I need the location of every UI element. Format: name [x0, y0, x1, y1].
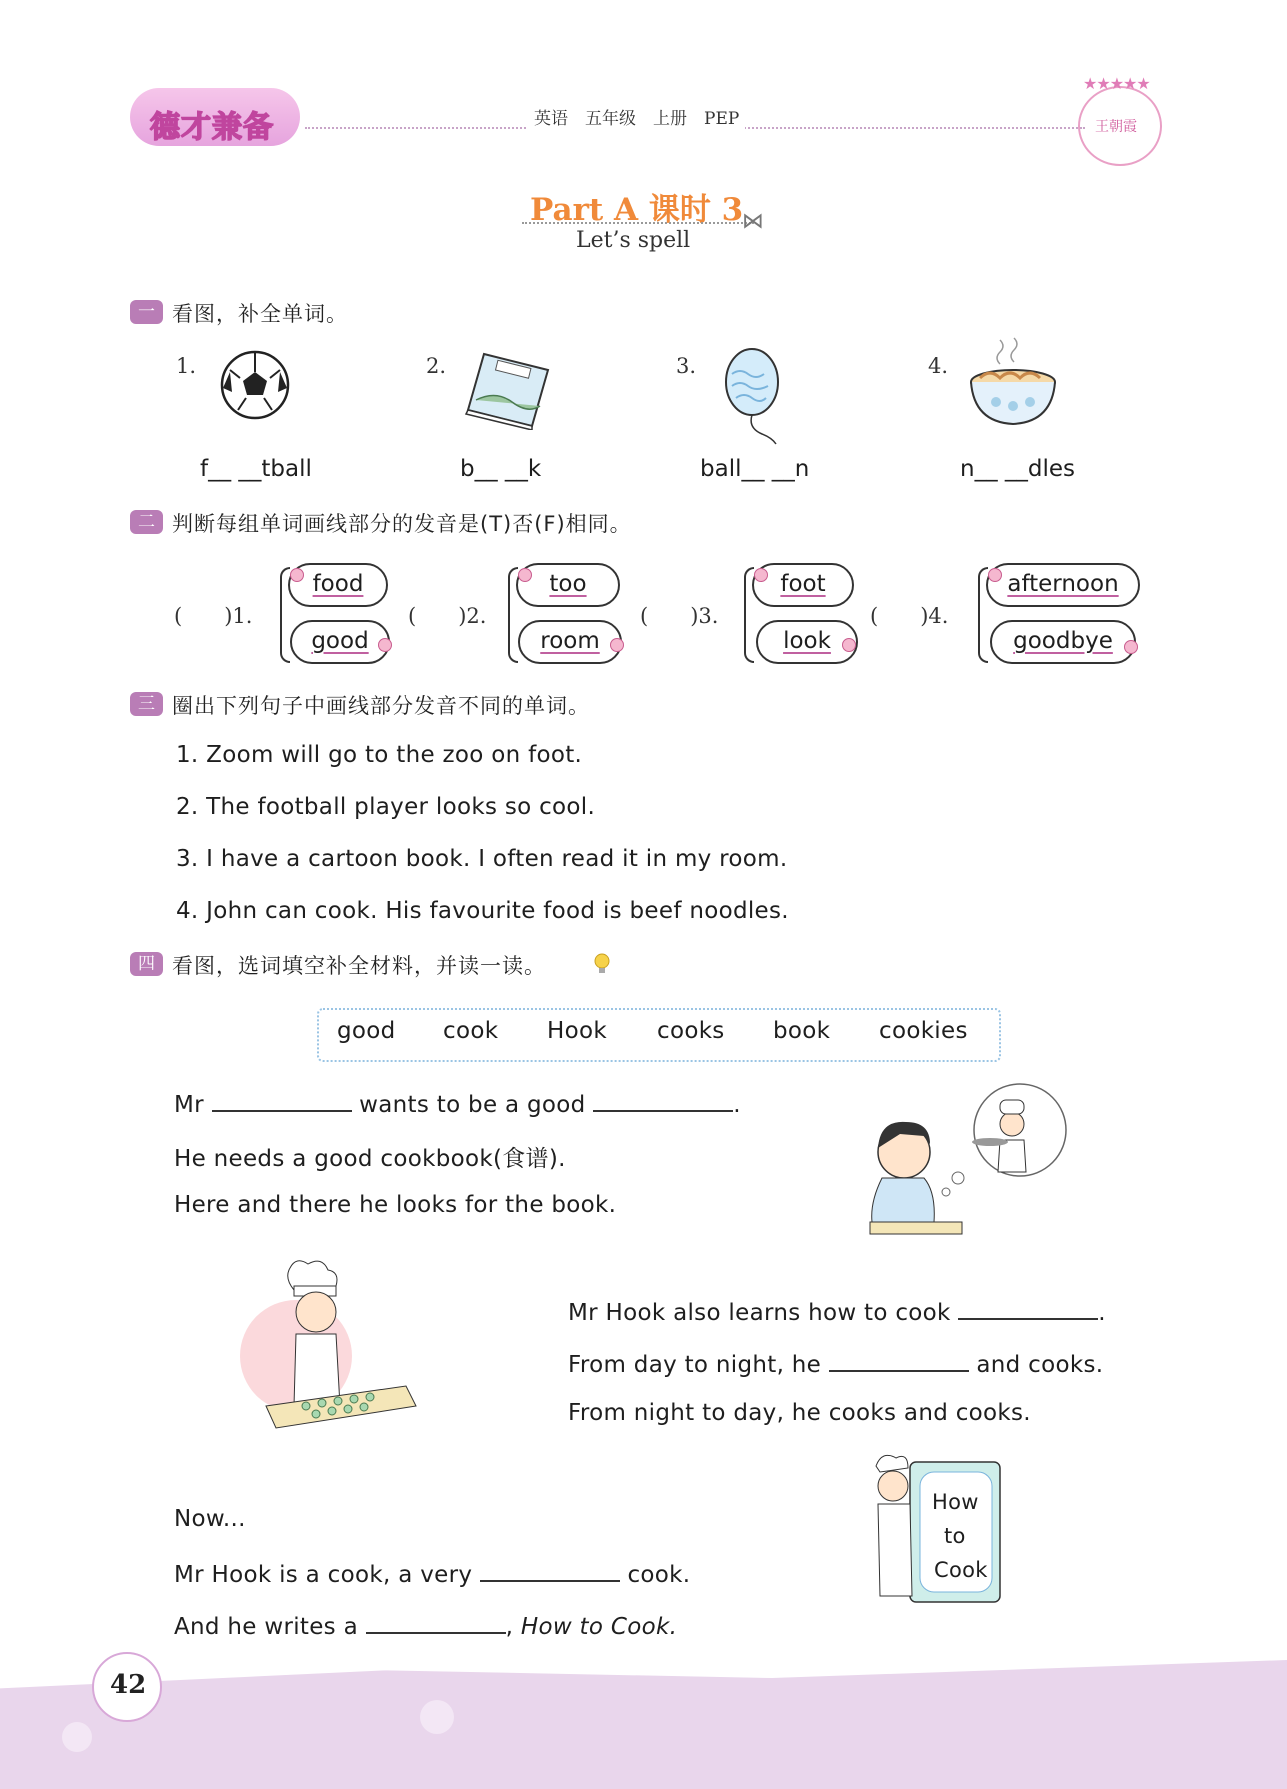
- item-number: 2.: [426, 354, 447, 378]
- oval-word: food: [312, 571, 364, 597]
- sentence-1: 1. Zoom will go to the zoo on foot.: [176, 742, 583, 768]
- word-oval: [990, 620, 1136, 664]
- thinking-boy-illustration: [860, 1082, 1070, 1242]
- story-line-6: From night to day, he cooks and cooks.: [568, 1400, 1031, 1426]
- noodles-icon: [966, 336, 1060, 432]
- flower-icon: [378, 638, 392, 652]
- book-cover-word: How: [932, 1490, 979, 1514]
- word-oval: [518, 620, 622, 664]
- item-number: 1.: [176, 354, 197, 378]
- story-line-5: From day to night, he and cooks.: [568, 1348, 1103, 1378]
- flower-icon: [610, 638, 624, 652]
- story-line-4: Mr Hook also learns how to cook .: [568, 1296, 1106, 1326]
- section-title-1: 看图，补全单词。: [172, 302, 348, 326]
- section-badge-2: 二: [130, 510, 163, 534]
- word-oval: [288, 563, 388, 607]
- section-title-4: 看图，选词填空补全材料，并读一读。: [172, 954, 546, 978]
- footer-band: [0, 1660, 1287, 1789]
- answer-blank[interactable]: [593, 1088, 733, 1112]
- section-badge-1: 一: [130, 300, 163, 324]
- answer-paren: ( )3.: [640, 604, 719, 628]
- item-number: 4.: [928, 354, 949, 378]
- fill-word: ball__ __n: [700, 456, 810, 482]
- answer-blank[interactable]: [958, 1296, 1098, 1320]
- answer-paren: ( )2.: [408, 604, 487, 628]
- section-badge-4: 四: [130, 952, 163, 976]
- fill-word: b__ __k: [460, 456, 542, 482]
- word-oval: [290, 620, 390, 664]
- word-bank-item: good: [337, 1018, 396, 1044]
- fill-word: n__ __dles: [960, 456, 1076, 482]
- page-subtitle: Let’s spell: [576, 228, 691, 253]
- flower-icon: [842, 638, 856, 652]
- decor-bubble: [62, 1722, 92, 1752]
- item-number: 3.: [676, 354, 697, 378]
- fill-word: f__ __tball: [200, 456, 312, 482]
- story-line-7: Now...: [174, 1506, 246, 1532]
- oval-word: room: [540, 628, 600, 654]
- sentence-2: 2. The football player looks so cool.: [176, 794, 596, 820]
- oval-word: goodbye: [1013, 628, 1113, 654]
- story-line-2: He needs a good cookbook(食谱).: [174, 1146, 566, 1172]
- flower-icon: [754, 568, 768, 582]
- oval-word: too: [549, 571, 587, 597]
- sentence-4: 4. John can cook. His favourite food is beef noodles.: [176, 898, 789, 924]
- football-icon: [218, 348, 292, 422]
- section-badge-3: 三: [130, 692, 163, 716]
- header-subject: 英语 五年级 上册 PEP: [528, 104, 745, 129]
- section-title-2: 判断每组单词画线部分的发音是(T)否(F)相同。: [172, 512, 632, 536]
- answer-paren: ( )1.: [174, 604, 253, 628]
- chef-with-book-illustration: [860, 1446, 1020, 1606]
- star-icon: ★★★★★: [1083, 74, 1150, 93]
- book-cover-word: to: [944, 1524, 966, 1548]
- balloon-icon: [722, 346, 792, 446]
- lightbulb-icon: [592, 952, 612, 976]
- section-title-3: 圈出下列句子中画线部分发音不同的单词。: [172, 694, 590, 718]
- page-title: Part A 课时 3: [530, 192, 744, 228]
- answer-blank[interactable]: [829, 1348, 969, 1372]
- word-bank-item: book: [773, 1018, 831, 1044]
- story-line-8: Mr Hook is a cook, a very cook.: [174, 1558, 690, 1588]
- oval-word: good: [311, 628, 369, 654]
- decor-bubble: [420, 1700, 454, 1734]
- title-divider: [522, 222, 754, 224]
- oval-word: look: [783, 628, 831, 654]
- book-cover-word: Cook: [934, 1558, 988, 1582]
- flower-icon: [518, 568, 532, 582]
- flower-icon: [1124, 640, 1138, 654]
- word-oval: [516, 563, 620, 607]
- answer-blank[interactable]: [212, 1088, 352, 1112]
- sentence-3: 3. I have a cartoon book. I often read it in my room.: [176, 846, 788, 872]
- brand-logo-text: 德才兼备: [150, 110, 274, 145]
- word-bank-item: cookies: [879, 1018, 968, 1044]
- answer-blank[interactable]: [480, 1558, 620, 1582]
- story-line-9: And he writes a , How to Cook.: [174, 1610, 677, 1640]
- flower-icon: [290, 568, 304, 582]
- stamp-text: 王朝霞: [1095, 119, 1137, 135]
- story-line-1: Mr wants to be a good .: [174, 1088, 741, 1118]
- oval-word: afternoon: [1007, 571, 1119, 597]
- word-bank-item: cook: [443, 1018, 499, 1044]
- answer-blank[interactable]: [366, 1610, 506, 1634]
- book-icon: [462, 350, 550, 430]
- fish-icon: ⋈: [742, 209, 764, 234]
- word-oval: [986, 563, 1140, 607]
- word-bank-item: cooks: [657, 1018, 725, 1044]
- chef-baking-illustration: [236, 1256, 426, 1446]
- oval-word: foot: [780, 571, 826, 597]
- answer-paren: ( )4.: [870, 604, 949, 628]
- word-bank-item: Hook: [547, 1018, 607, 1044]
- flower-icon: [988, 568, 1002, 582]
- story-line-3: Here and there he looks for the book.: [174, 1192, 617, 1218]
- page-number: 42: [110, 1670, 147, 1700]
- word-oval: [752, 563, 854, 607]
